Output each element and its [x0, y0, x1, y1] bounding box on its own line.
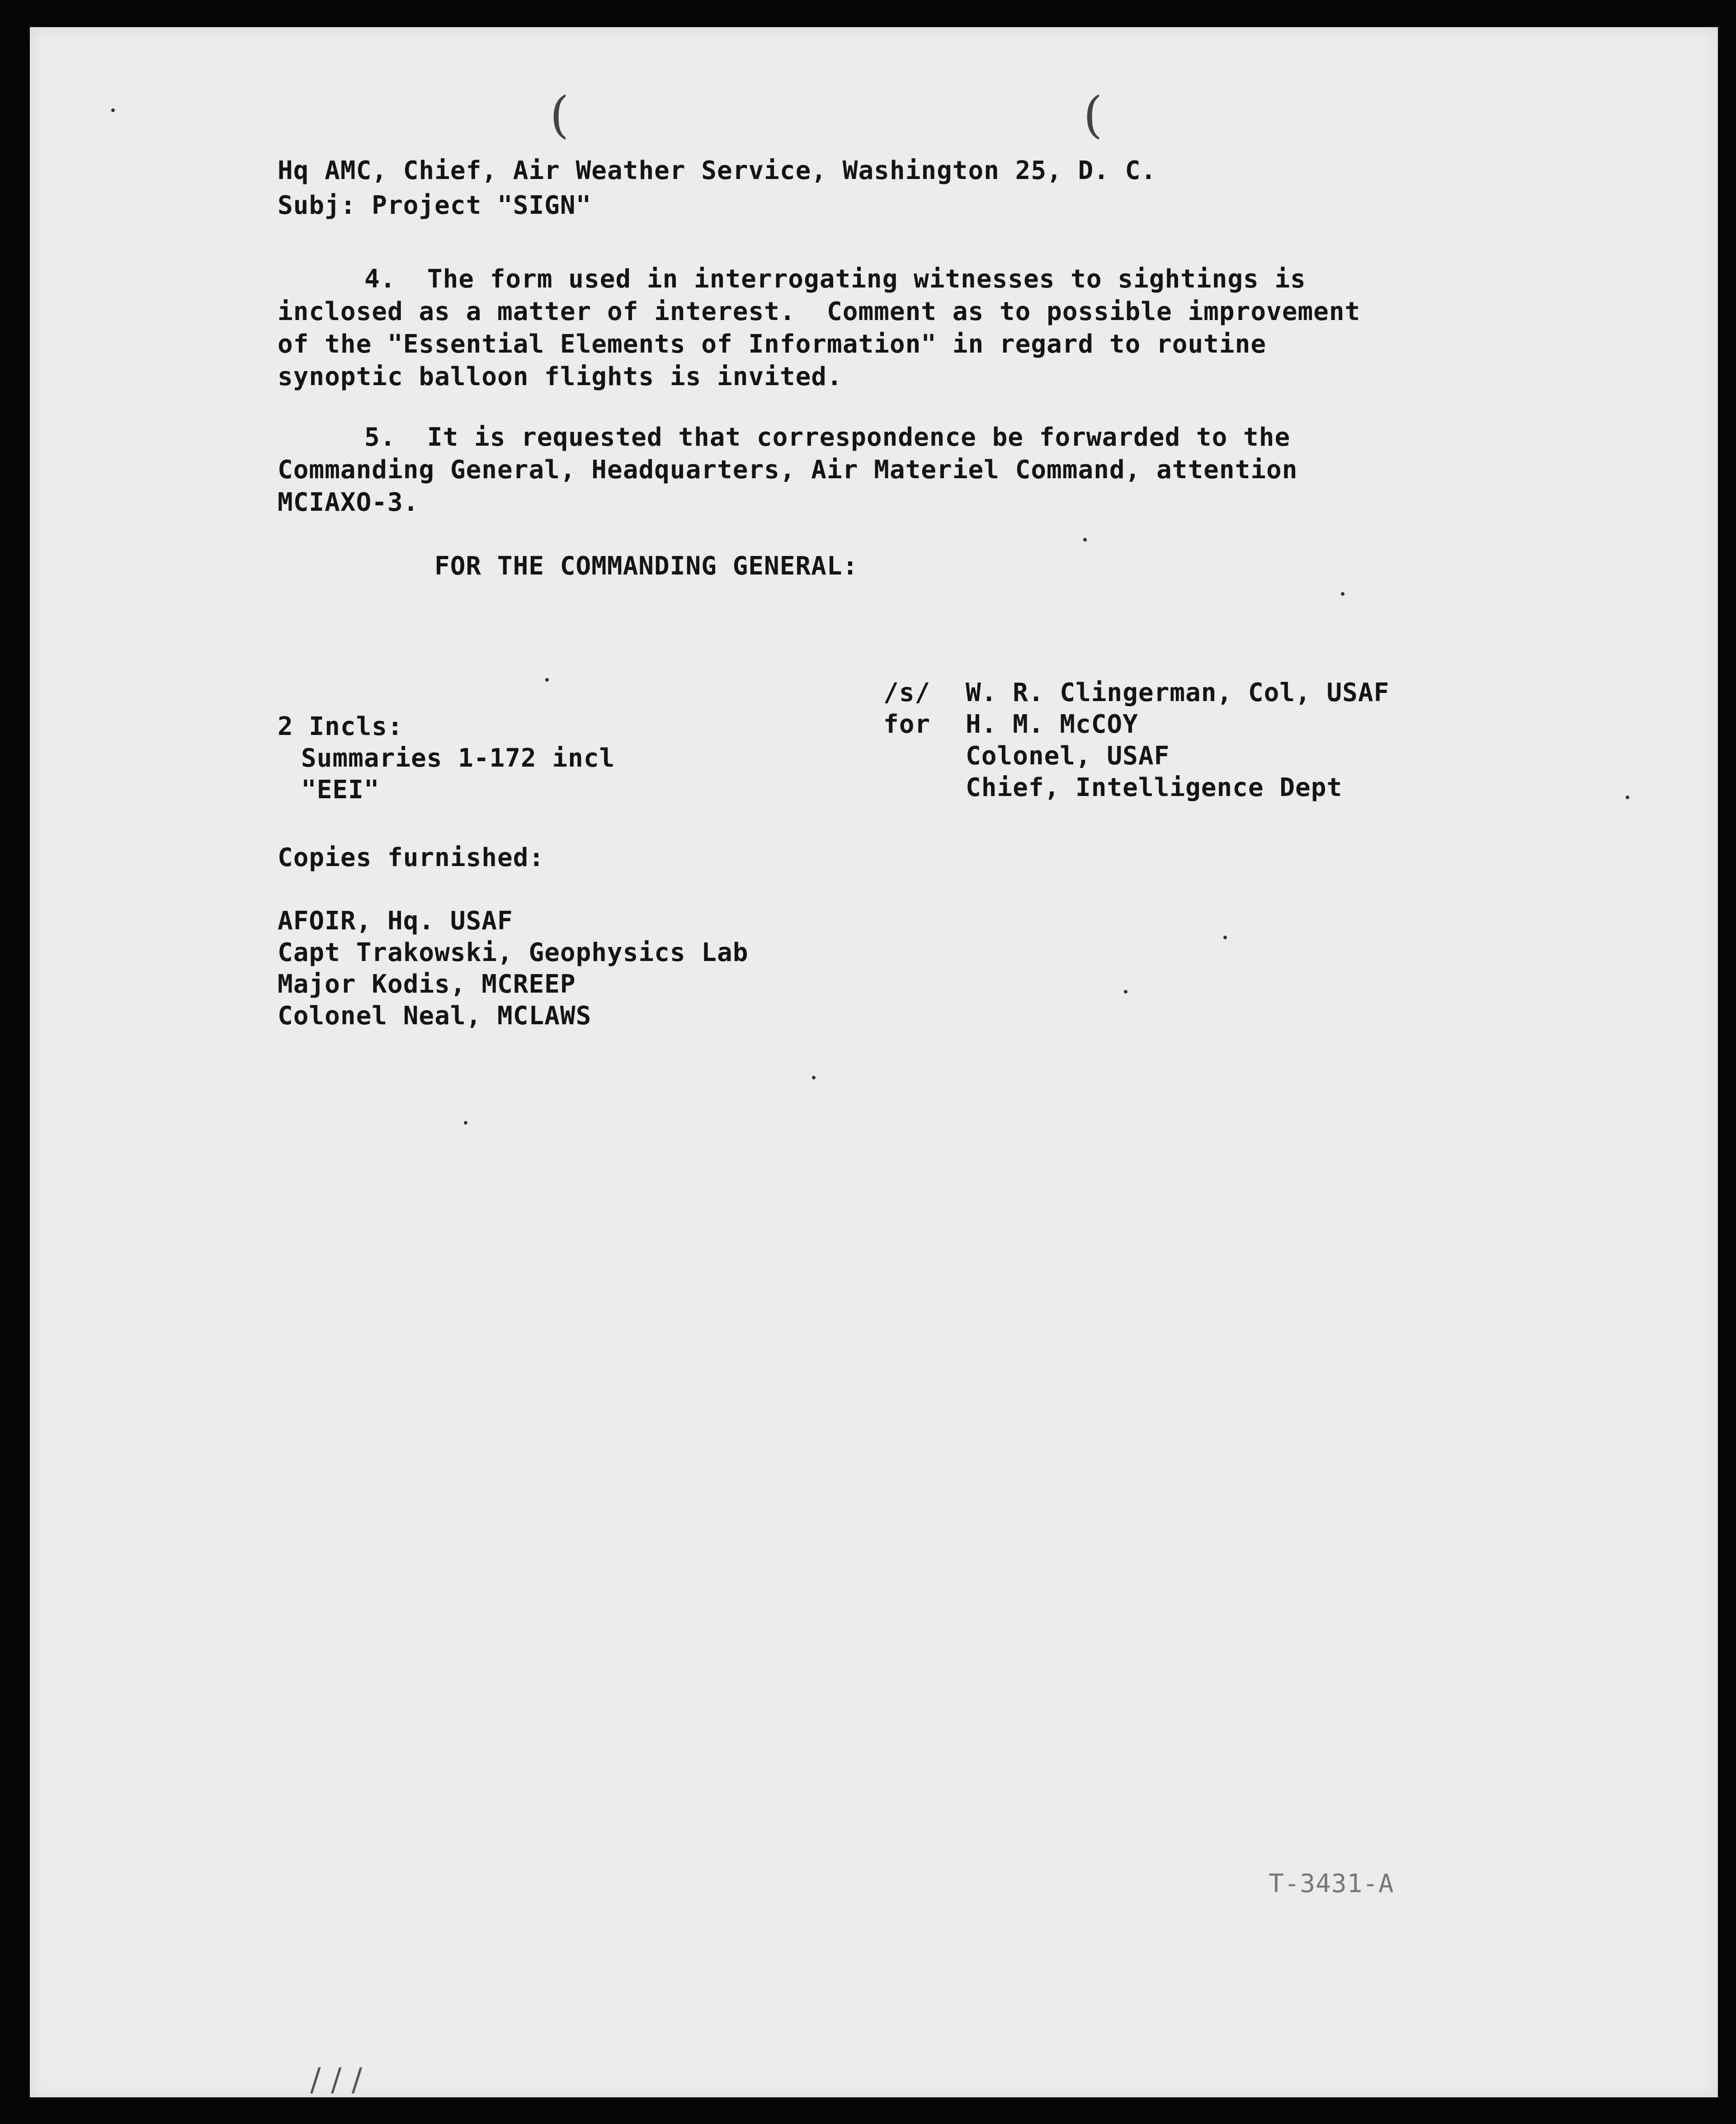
para-4-line-3: of the "Essential Elements of Information" in regard to routine	[278, 330, 1267, 359]
copy-recipient: Colonel Neal, MCLAWS	[278, 1001, 592, 1031]
signature-for: for	[883, 710, 931, 739]
page-identifier: T-3431-A	[1269, 1869, 1394, 1898]
copies-heading: Copies furnished:	[278, 843, 545, 872]
para-5-line-1: 5. It is requested that correspondence be forwarded to the	[364, 423, 1291, 452]
copy-recipient: Major Kodis, MCREEP	[278, 970, 576, 999]
subject-line: Subj: Project "SIGN"	[278, 191, 592, 220]
scan-speck	[1223, 936, 1227, 939]
para-4-line-1: 4. The form used in interrogating witnesses to sightings is	[364, 264, 1306, 294]
scan-speck	[1083, 538, 1087, 542]
para-4-line-2: inclosed as a matter of interest. Comment as to possible improvement	[278, 297, 1361, 326]
scan-border-top	[0, 0, 1736, 27]
signature-line-3: Colonel, USAF	[966, 741, 1170, 771]
punch-mark-right: (	[1083, 86, 1103, 144]
signature-line-1: W. R. Clingerman, Col, USAF	[966, 678, 1390, 707]
scan-speck	[464, 1121, 467, 1125]
signature-line-4: Chief, Intelligence Dept	[966, 773, 1343, 802]
scan-edge-marks: / / /	[310, 2061, 363, 2098]
signature-line-2: H. M. McCOY	[966, 710, 1138, 739]
signature-mark: /s/	[883, 678, 931, 707]
scan-speck	[1124, 990, 1127, 994]
scan-speck	[545, 678, 549, 682]
para-5-line-2: Commanding General, Headquarters, Air Materiel Command, attention	[278, 455, 1298, 485]
scan-speck	[812, 1076, 816, 1079]
punch-mark-left: (	[550, 86, 569, 144]
copy-recipient: AFOIR, Hq. USAF	[278, 906, 513, 936]
document-page	[30, 27, 1718, 2097]
scan-speck	[1341, 592, 1344, 596]
closing-line: FOR THE COMMANDING GENERAL:	[434, 551, 859, 581]
inclosures-heading: 2 Incls:	[278, 712, 403, 741]
copy-recipient: Capt Trakowski, Geophysics Lab	[278, 938, 749, 967]
scan-speck	[1626, 796, 1629, 799]
inclosure-item-2: "EEI"	[301, 775, 380, 805]
scan-speck	[111, 108, 115, 112]
header-line-1: Hq AMC, Chief, Air Weather Service, Washington 25, D. C.	[278, 156, 1157, 185]
para-4-line-4: synoptic balloon flights is invited.	[278, 362, 843, 391]
para-5-line-3: MCIAXO-3.	[278, 488, 419, 517]
inclosure-item-1: Summaries 1-172 incl	[301, 744, 615, 773]
